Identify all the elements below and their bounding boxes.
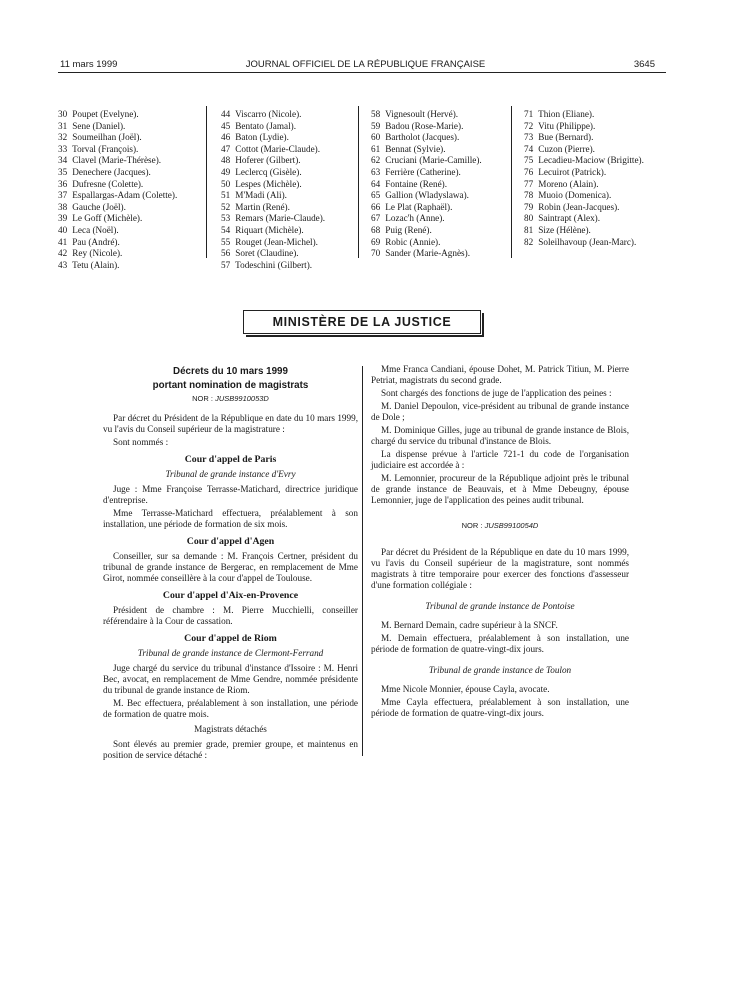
- entry-name: Ferrière (Catherine).: [385, 166, 461, 177]
- entry-name: Lozac'h (Anne).: [385, 213, 445, 224]
- court-heading: Cour d'appel d'Agen: [186, 536, 275, 547]
- entry-name: Tetu (Alain).: [72, 259, 120, 270]
- name-list-item: [524, 225, 644, 237]
- entry-name: Rey (Nicole).: [72, 248, 123, 259]
- entry-number: 33: [58, 143, 68, 154]
- entry-number: 70: [371, 248, 381, 259]
- name-list-item: [524, 132, 644, 144]
- name-list-item: [58, 225, 177, 237]
- name-list-item: [524, 144, 644, 156]
- entry-number: 59: [371, 120, 381, 131]
- paragraph: Mme Franca Candiani, épouse Dohet, M. Patrick Titiun, M. Pierre Petriat, magistrats du second grade.: [371, 364, 629, 385]
- column-divider: [511, 106, 512, 258]
- paragraph: Sont chargés des fonctions de juge de l'application des peines :: [381, 388, 612, 398]
- entry-name: Rouget (Jean-Michel).: [235, 236, 318, 247]
- column-divider: [362, 366, 363, 756]
- entry-name: Sene (Daniel).: [72, 120, 126, 131]
- nor-label: NOR :: [461, 521, 483, 530]
- article-right-column: [371, 364, 629, 721]
- tribunal-heading: Tribunal de grande instance de Pontoise: [425, 601, 575, 611]
- entry-number: 58: [371, 109, 381, 119]
- entry-number: 66: [371, 201, 381, 212]
- entry-name: Hoferer (Gilbert).: [235, 155, 301, 166]
- decree-title: Décrets du 10 mars 1999: [173, 366, 288, 377]
- court-heading: Cour d'appel de Paris: [184, 454, 277, 465]
- name-list-item: [371, 248, 482, 260]
- entry-name: Soret (Claudine).: [235, 248, 299, 259]
- name-list-item: [371, 155, 482, 167]
- court-heading: Cour d'appel d'Aix-en-Provence: [162, 590, 299, 601]
- name-list-item: [221, 237, 325, 249]
- entry-number: 36: [58, 178, 68, 189]
- entry-name: Bentato (Jamal).: [235, 120, 297, 131]
- name-list-item: [524, 179, 644, 191]
- entry-number: 53: [221, 213, 231, 224]
- entry-number: 37: [58, 190, 68, 201]
- entry-name: Torval (François).: [72, 143, 139, 154]
- name-list-item: [371, 213, 482, 225]
- section-heading: Magistrats détachés: [194, 724, 267, 734]
- name-list-item: [371, 179, 482, 191]
- paragraph: Président de chambre : M. Pierre Mucchielli, conseiller référendaire à la Cour de cassation.: [103, 605, 358, 626]
- entry-number: 44: [221, 109, 231, 119]
- entry-name: Fontaine (René).: [385, 178, 448, 189]
- entry-number: 40: [58, 224, 68, 235]
- name-list-item: [221, 225, 325, 237]
- paragraph: Par décret du Président de la République en date du 10 mars 1999, vu l'avis du Conseil supérieur de la magistrature, sont nommés magistrats à titre temporaire pour exercer des fonctions d'assesseur d'une formation collégiale :: [371, 547, 629, 590]
- name-list-item: [221, 121, 325, 133]
- entry-number: 52: [221, 201, 231, 212]
- name-list-item: [371, 109, 482, 121]
- nor-reference: [371, 520, 629, 531]
- header-date: 11 mars 1999: [60, 59, 118, 70]
- entry-number: 62: [371, 155, 381, 166]
- entry-name: Pau (André).: [72, 236, 120, 247]
- entry-number: 78: [524, 190, 534, 201]
- entry-name: Thion (Eliane).: [538, 109, 595, 119]
- entry-name: Bue (Bernard).: [538, 132, 594, 143]
- tribunal-heading: Tribunal de grande instance de Toulon: [428, 665, 572, 675]
- entry-name: Robin (Jean-Jacques).: [538, 201, 620, 212]
- name-list-item: [58, 213, 177, 225]
- decree-subtitle: portant nomination de magistrats: [152, 379, 309, 391]
- entry-name: Vitu (Philippe).: [538, 120, 596, 131]
- paragraph: Mme Cayla effectuera, préalablement à son installation, une période de formation de quatre-vingt-dix jours.: [371, 697, 629, 718]
- entry-number: 41: [58, 236, 68, 247]
- name-list-column-1: [58, 109, 177, 271]
- entry-number: 74: [524, 143, 534, 154]
- paragraph: Conseiller, sur sa demande : M. François Certner, président du tribunal de grande instance de Bergerac, en remplacement de Mme Girot, nommée conseillère à la cour d'appel de Toulouse.: [103, 551, 358, 583]
- entry-name: Size (Hélène).: [538, 224, 591, 235]
- entry-name: Denechere (Jacques).: [72, 166, 151, 177]
- name-list-item: [524, 167, 644, 179]
- entry-name: Remars (Marie-Claude).: [235, 213, 326, 224]
- name-list-item: [524, 155, 644, 167]
- name-list-column-3: [371, 109, 482, 260]
- entry-number: 69: [371, 236, 381, 247]
- name-list-item: [221, 202, 325, 214]
- entry-number: 55: [221, 236, 231, 247]
- entry-name: Baton (Lydie).: [235, 132, 289, 143]
- name-list-item: [371, 121, 482, 133]
- column-divider: [358, 106, 359, 258]
- paragraph: M. Daniel Depoulon, vice-président au tribunal de grande instance de Dole ;: [371, 401, 629, 422]
- nor-label: NOR :: [192, 394, 213, 403]
- entry-name: Lecuirot (Patrick).: [538, 166, 607, 177]
- entry-name: Espallargas-Adam (Colette).: [72, 190, 178, 201]
- entry-number: 46: [221, 132, 231, 143]
- entry-number: 51: [221, 190, 231, 201]
- name-list-item: [524, 213, 644, 225]
- entry-number: 73: [524, 132, 534, 143]
- entry-number: 64: [371, 178, 381, 189]
- name-list-item: [524, 121, 644, 133]
- entry-number: 60: [371, 132, 381, 143]
- entry-number: 54: [221, 224, 231, 235]
- name-list-item: [524, 202, 644, 214]
- paragraph: Mme Terrasse-Matichard effectuera, préalablement à son installation, une période de formation de six mois.: [103, 508, 358, 529]
- entry-name: Moreno (Alain).: [538, 178, 599, 189]
- entry-number: 45: [221, 120, 231, 131]
- name-list-item: [371, 144, 482, 156]
- name-list-item: [58, 190, 177, 202]
- entry-name: Viscarro (Nicole).: [235, 109, 302, 119]
- entry-number: 47: [221, 143, 231, 154]
- entry-number: 50: [221, 178, 231, 189]
- name-list-item: [221, 190, 325, 202]
- court-heading: Cour d'appel de Riom: [184, 633, 277, 644]
- tribunal-heading: Tribunal de grande instance d'Evry: [165, 469, 296, 479]
- entry-number: 80: [524, 213, 534, 224]
- paragraph: Par décret du Président de la République en date du 10 mars 1999, vu l'avis du Conseil supérieur de la magistrature :: [103, 413, 358, 434]
- entry-name: Vignesoult (Hervé).: [385, 109, 459, 119]
- entry-name: Gauche (Joël).: [72, 201, 126, 212]
- entry-number: 39: [58, 213, 68, 224]
- entry-name: Bennat (Sylvie).: [385, 143, 446, 154]
- page-number: 3645: [633, 59, 655, 70]
- name-list-item: [58, 121, 177, 133]
- entry-number: 34: [58, 155, 68, 166]
- entry-number: 43: [58, 259, 68, 270]
- name-list-item: [524, 190, 644, 202]
- column-divider: [206, 106, 207, 258]
- entry-name: Cuzon (Pierre).: [538, 143, 595, 154]
- article-left-column: [103, 366, 358, 763]
- name-list-item: [221, 144, 325, 156]
- name-list-item: [221, 155, 325, 167]
- entry-name: Martin (René).: [235, 201, 290, 212]
- paragraph: Juge chargé du service du tribunal d'instance d'Issoire : M. Henri Bec, avocat, en remplacement de Mme Gendre, nommée présidente du tribunal de grande instance de Riom.: [103, 663, 358, 695]
- entry-name: Dufresne (Colette).: [72, 178, 144, 189]
- entry-number: 42: [58, 248, 68, 259]
- entry-number: 56: [221, 248, 231, 259]
- entry-name: Saintrapt (Alex).: [538, 213, 601, 224]
- nor-code: JUSB9910053D: [215, 394, 269, 403]
- ministry-heading-box: [243, 310, 481, 334]
- name-list-item: [58, 144, 177, 156]
- name-list-item: [221, 213, 325, 225]
- entry-name: Sander (Marie-Agnès).: [385, 248, 470, 259]
- entry-name: Leca (Noël).: [72, 224, 119, 235]
- entry-number: 49: [221, 166, 231, 177]
- paragraph: M. Dominique Gilles, juge au tribunal de grande instance de Blois, chargé du service du tribunal d'instance de Blois.: [371, 425, 629, 446]
- entry-name: M'Madi (Ali).: [235, 190, 287, 201]
- entry-number: 76: [524, 166, 534, 177]
- entry-number: 68: [371, 224, 381, 235]
- entry-name: Clavel (Marie-Thérèse).: [72, 155, 162, 166]
- name-list-item: [371, 225, 482, 237]
- entry-number: 61: [371, 143, 381, 154]
- paragraph: M. Bernard Demain, cadre supérieur à la SNCF.: [381, 620, 558, 630]
- header-rule: [58, 72, 666, 73]
- entry-name: Le Plat (Raphaël).: [385, 201, 453, 212]
- entry-number: 79: [524, 201, 534, 212]
- name-list-item: [524, 237, 644, 249]
- name-list-item: [221, 179, 325, 191]
- entry-number: 65: [371, 190, 381, 201]
- nor-code: JUSB9910054D: [484, 521, 539, 530]
- entry-name: Robic (Annie).: [385, 236, 441, 247]
- name-list-item: [221, 109, 325, 121]
- entry-name: Muoio (Domenica).: [538, 190, 612, 201]
- entry-name: Soumeilhan (Joël).: [72, 132, 142, 143]
- name-list-item: [58, 260, 177, 272]
- name-list-item: [371, 237, 482, 249]
- name-list-item: [58, 248, 177, 260]
- name-list-item: [221, 132, 325, 144]
- paragraph: La dispense prévue à l'article 721-1 du code de l'organisation judiciaire est accordée à :: [371, 449, 629, 470]
- paragraph: M. Demain effectuera, préalablement à son installation, une période de formation de quatre-vingt-dix jours.: [371, 633, 629, 654]
- journal-title: JOURNAL OFFICIEL DE LA RÉPUBLIQUE FRANÇAISE: [245, 59, 486, 70]
- entry-number: 67: [371, 213, 381, 224]
- name-list-item: [221, 260, 325, 272]
- name-list-item: [58, 155, 177, 167]
- entry-number: 31: [58, 120, 68, 131]
- entry-name: Le Goff (Michèle).: [72, 213, 143, 224]
- nor-reference: [103, 393, 358, 404]
- name-list-item: [58, 167, 177, 179]
- paragraph: Mme Nicole Monnier, épouse Cayla, avocate.: [381, 684, 550, 694]
- entry-name: Badou (Rose-Marie).: [385, 120, 464, 131]
- entry-number: 35: [58, 166, 68, 177]
- name-list-item: [58, 109, 177, 121]
- entry-name: Puig (René).: [385, 224, 432, 235]
- ministry-heading: MINISTÈRE DE LA JUSTICE: [272, 315, 452, 329]
- paragraph: Juge : Mme Françoise Terrasse-Matichard, directrice juridique d'entreprise.: [103, 484, 358, 505]
- name-list-item: [524, 109, 644, 121]
- entry-number: 75: [524, 155, 534, 166]
- entry-name: Leclercq (Gisèle).: [235, 166, 302, 177]
- name-list-item: [221, 248, 325, 260]
- name-list-item: [371, 202, 482, 214]
- paragraph: Sont élevés au premier grade, premier groupe, et maintenus en position de service détaché :: [103, 739, 358, 760]
- entry-name: Lecadieu-Maciow (Brigitte).: [538, 155, 644, 166]
- paragraph: M. Bec effectuera, préalablement à son installation, une période de formation de quatre mois.: [103, 698, 358, 719]
- name-list-column-4: [524, 109, 644, 248]
- paragraph: Sont nommés :: [113, 437, 169, 447]
- name-list-item: [371, 167, 482, 179]
- entry-number: 81: [524, 224, 534, 235]
- entry-name: Todeschini (Gilbert).: [235, 259, 313, 270]
- tribunal-heading: Tribunal de grande instance de Clermont-Ferrand: [137, 648, 324, 658]
- paragraph: M. Lemonnier, procureur de la République adjoint près le tribunal de grande instance de Beauvais, et à Mme Debeugny, épouse Lemonnier, juge de l'application des peines audit tribunal.: [371, 473, 629, 505]
- entry-number: 48: [221, 155, 231, 166]
- entry-number: 38: [58, 201, 68, 212]
- entry-number: 77: [524, 178, 534, 189]
- entry-number: 32: [58, 132, 68, 143]
- entry-number: 72: [524, 120, 534, 131]
- entry-number: 57: [221, 259, 231, 270]
- entry-name: Gallion (Wladyslawa).: [385, 190, 469, 201]
- entry-number: 82: [524, 236, 534, 247]
- entry-number: 71: [524, 109, 534, 119]
- name-list-item: [58, 179, 177, 191]
- name-list-item: [58, 237, 177, 249]
- entry-name: Soleilhavoup (Jean-Marc).: [538, 236, 637, 247]
- entry-name: Riquart (Michèle).: [235, 224, 304, 235]
- entry-name: Cottot (Marie-Claude).: [235, 143, 321, 154]
- entry-name: Poupet (Evelyne).: [72, 109, 139, 119]
- name-list-item: [371, 190, 482, 202]
- name-list-item: [371, 132, 482, 144]
- entry-name: Cruciani (Marie-Camille).: [385, 155, 482, 166]
- name-list-item: [221, 167, 325, 179]
- entry-name: Lespes (Michèle).: [235, 178, 302, 189]
- entry-number: 63: [371, 166, 381, 177]
- name-list-item: [58, 202, 177, 214]
- entry-number: 30: [58, 109, 68, 119]
- entry-name: Bartholot (Jacques).: [385, 132, 460, 143]
- name-list-column-2: [221, 109, 325, 271]
- name-list-item: [58, 132, 177, 144]
